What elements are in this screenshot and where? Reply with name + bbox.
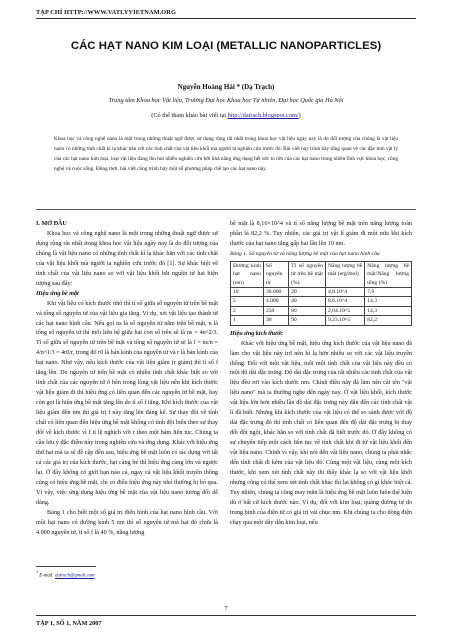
nanoparticle-table	[230, 261, 412, 326]
table-header-cell: Tỉ số nguyên tử trên bề mặt (%)	[289, 261, 326, 287]
email-link[interactable]: datrach@gmail.com	[55, 573, 95, 579]
table-cell: 14,3	[365, 297, 412, 306]
left-column	[36, 220, 218, 539]
page-number: 7	[224, 605, 228, 612]
table-cell: 40	[289, 297, 326, 306]
journal-header: TẠP CHÍ HTTP://WWW.VATLYVIETNAM.ORG	[36, 9, 176, 16]
table-row	[231, 316, 412, 325]
paragraph-surface-effect: Khi vật liệu có kích thước nhỏ thì tỉ số giữa số nguyên tử trên bề mặt và tổng số nguyên tử của vật liệu gia tăng. Ví dụ, xét vật liệu tạo thành từ các hạt nano hình cầu. Nếu gọi ns là số nguyên tử nằm trên bề mặt, n là tổng số nguyên tử thì mối liên hệ giữa hai con số trên sẽ là ns = 4n^2/3. Tỉ số giữa số nguyên tử trên bề mặt và tổng số nguyên tử sẽ là f = ns/n = 4/n^1/3 = 4r0/r, trong đó r0 là bán kính của nguyên tử và r là bán kính của hạt nano. Như vậy, nếu kích thước của vật liệu giảm (r giảm) thì tỉ số f tăng lên. Do nguyên tử trên bề mặt có nhiều tính chất khác biệt so với tính chất của các nguyên tử ở bên trong lòng vật liệu nên khi kích thước vật liệu giảm đi thì hiệu ứng có liên quan đến các nguyên tử bề mặt, hay còn gọi là hiệu ứng bề mặt tăng lên do tỉ số f tăng. Khi kích thước của vật liệu giảm đến nm thì giá trị f này tăng lên đáng kể. Sự thay đổi về tính chất có liên quan đến hiệu ứng bề mặt không có tính đột biến theo sự thay đổi về kích thước vì f tỉ lệ nghịch với r theo một hàm liên tục. Chúng ta cần lưu ý đặc điểm này trong nghiên cứu và ứng dụng. Khác với hiệu ứng thứ hai mà ta sẽ đề cập đến sau, hiệu ứng bề mặt luôn có tác dụng với tất cả các giá trị của kích thước, hạt càng bé thì hiệu ứng càng lớn và ngược lại. Ở đây không có giới hạn nào cả, ngay cả vật liệu khối truyền thống cũng có hiệu ứng bề mặt, chỉ có điều hiệu ứng này nhỏ thường bị bỏ qua. Vì vậy, việc ứng dụng hiệu ứng bề mặt của vật liệu nano tương đối dễ dàng.	[36, 300, 219, 506]
paragraph-size-effect: Khác với hiệu ứng bề mặt, hiệu ứng kích thước của vật liệu nano đã làm cho vật liệu này trở nên kì lạ hơn nhiều so với các vật liệu truyền thống. Đối với một vật liệu, mỗi một tính chất của vật liệu này đều có một độ dài đặc trưng. Độ dài đặc trưng của rất nhiều các tính chất của vật liệu đều rơi vào kích thước nm. Chính điều này đã làm nên cái tên "vật liệu nano" mà ta thường nghe đến ngày nay. Ở vật liệu khối, kích thước vật liệu lớn hơn nhiều lần độ dài đặc trưng này dẫn đến các tính chất vật lí đã biết. Nhưng khi kích thước của vật liệu có thể so sánh được với độ dài đặc trưng đó thì tính chất có liên quan đến độ dài đặc trưng bị thay đổi đột ngột, khác hẳn so với tính chất đã biết trước đó. Ở đây không có sự chuyển tiếp một cách liên tục về tính chất khi đi từ vật liệu khối đến vật liệu nano. Chính vì vậy, khi nói đến vật liệu nano, chúng ta phải nhắc đến tính chất đi kèm của vật liệu đó. Cùng một vật liệu, cùng một kích thước, khi xem xét tính chất này thì thấy khác lạ so với vật liệu khối nhưng cũng có thể xem xét tính chất khác thì lại không có gì khác biệt cả. Tuy nhiên, chúng ta cũng may mắn là hiệu ứng bề mặt luôn luôn thể hiện dù ở bất cứ kích thước nào. Ví dụ, đối với kim loại, quãng đường tự do trung bình của điện tử có giá trị vài chục nm. Khi chúng ta cho dòng điện chạy qua một dây dẫn kim loại, nếu	[230, 340, 412, 526]
table-row	[231, 306, 412, 315]
footnote-label: E-mail:	[39, 573, 56, 579]
table-row	[231, 297, 412, 306]
abstract: Khoa học và công nghệ nano là một trong những thuật ngữ được sử dụng rộng rãi nhất trong khoa học vật liệu ngày nay là do đối tượng của chúng là vật liệu nano có những tính chất kì lạ khác hẳn với các tính chất của vật liệu khối mà người ta nghiên cứu trước đó. Bài viết này trình bày tổng quan về các đặc tính vật lý của các hạt nano kim loại, loại vật liệu đang thu hút nhiều nghiên cứu bởi khả năng ứng dụng hết sức to lớn của các hạt nano trong nhiều lĩnh vực khoa học, công nghệ và cuộc sống. Đồng thời, bài viết cũng trình bày một số phương pháp chế tạo các hạt nano này.	[54, 136, 398, 172]
table-cell: 2	[231, 306, 264, 315]
table-cell: 250	[263, 306, 288, 315]
subheading-surface-effect: Hiệu ứng bề mặt	[36, 290, 79, 297]
footnote-marker: *	[36, 570, 38, 575]
header-rule	[36, 18, 416, 19]
table-cell: 20	[289, 288, 326, 297]
paragraph-intro: Khoa học và công nghệ nano là một trong những thuật ngữ được sử dụng rộng rãi nhất trong khoa học vật liệu ngày nay là do đối tượng của chúng là vật liệu nano có những tính chất kì lạ khác hẳn với các tính chất của vật liệu khối mà người ta nghiên cứu trước đó [1]. Sự khác biệt về tính chất của vật liệu nano so với vật liệu khối bắt nguồn từ hai hiện tượng sau đây:	[36, 230, 218, 287]
paragraph-table-intro: Bảng 1 cho biết một số giá trị điển hình của hạt nano hình cầu. Với một hạt nano có đường kính 5 nm thì số nguyên tử mà hạt đó chứa là 4.000 nguyên tử, tỉ số f là 40 %, năng lượng	[36, 509, 218, 536]
table-cell: 30	[263, 316, 288, 325]
footnote-rule	[36, 566, 96, 567]
table-cell: 30.000	[263, 288, 288, 297]
abstract-rule	[36, 209, 416, 210]
paragraph-continued: bề mặt là 8,16×10^4 và tỉ số năng lượng bề mặt trên năng lượng toàn phần là 82,2 %. Tuy nhiên, các giá trị vật lí giảm đi một nửa khi kích thước của hạt nano tăng gấp hai lần lên 10 nm.	[230, 221, 412, 247]
source-link[interactable]: http://datrach.blogspot.com/	[227, 112, 299, 119]
table-header-cell: Năng lượng bề mặt/Năng lượng tổng (%)	[365, 261, 412, 287]
issue-footer: TẬP 1, SỐ 1, NĂM 2007	[36, 620, 102, 627]
table-cell: 8,6.10^4	[325, 297, 364, 306]
table-row	[231, 288, 412, 297]
table-cell: 4.000	[263, 297, 288, 306]
table-cell: 7,6	[365, 288, 412, 297]
right-column	[230, 220, 412, 529]
footer-rule	[36, 615, 416, 616]
source-prefix: (Có thể tham khảo bài viết tại	[151, 112, 228, 119]
author-line: Nguyễn Hoàng Hải * (Dạ Trạch)	[177, 83, 275, 91]
table-cell: 2,04.10^5	[325, 306, 364, 315]
table-cell: 14,3	[365, 306, 412, 315]
table-cell: 90	[289, 316, 326, 325]
table-cell: 9,23.10^5	[325, 316, 364, 325]
footnote	[36, 570, 95, 579]
table-cell: 10	[231, 288, 264, 297]
table-header-cell: Đường kính hạt nano (nm)	[231, 261, 264, 287]
table-cell: 4,8.10^4	[325, 288, 364, 297]
table-cell: 80	[289, 306, 326, 315]
table-caption: Bảng 1. Số nguyên tử và năng lượng bề mặt của hạt nano hình cầu	[230, 250, 380, 257]
table-cell: 82,2	[365, 316, 412, 325]
subheading-size-effect: Hiệu ứng kích thước	[230, 330, 284, 337]
table-cell: 1	[231, 316, 264, 325]
table-cell: 5	[231, 297, 264, 306]
affiliation: Trung tâm Khoa học Vật liệu, Trường Đại học Khoa học Tự nhiên, Đại học Quốc gia Hà Nội	[108, 97, 344, 104]
section-heading-intro: I. MỞ ĐẦU	[36, 221, 67, 227]
source-note	[36, 112, 416, 119]
table-header-row	[231, 261, 412, 287]
table-header-cell: Năng lượng bề mặt (erg/mol)	[325, 261, 364, 287]
paper-title: CÁC HẠT NANO KIM LOẠI (METALLIC NANOPARTICLES)	[70, 40, 382, 52]
table-header-cell: Số nguyên tử	[263, 261, 288, 287]
source-suffix: )	[298, 112, 301, 119]
